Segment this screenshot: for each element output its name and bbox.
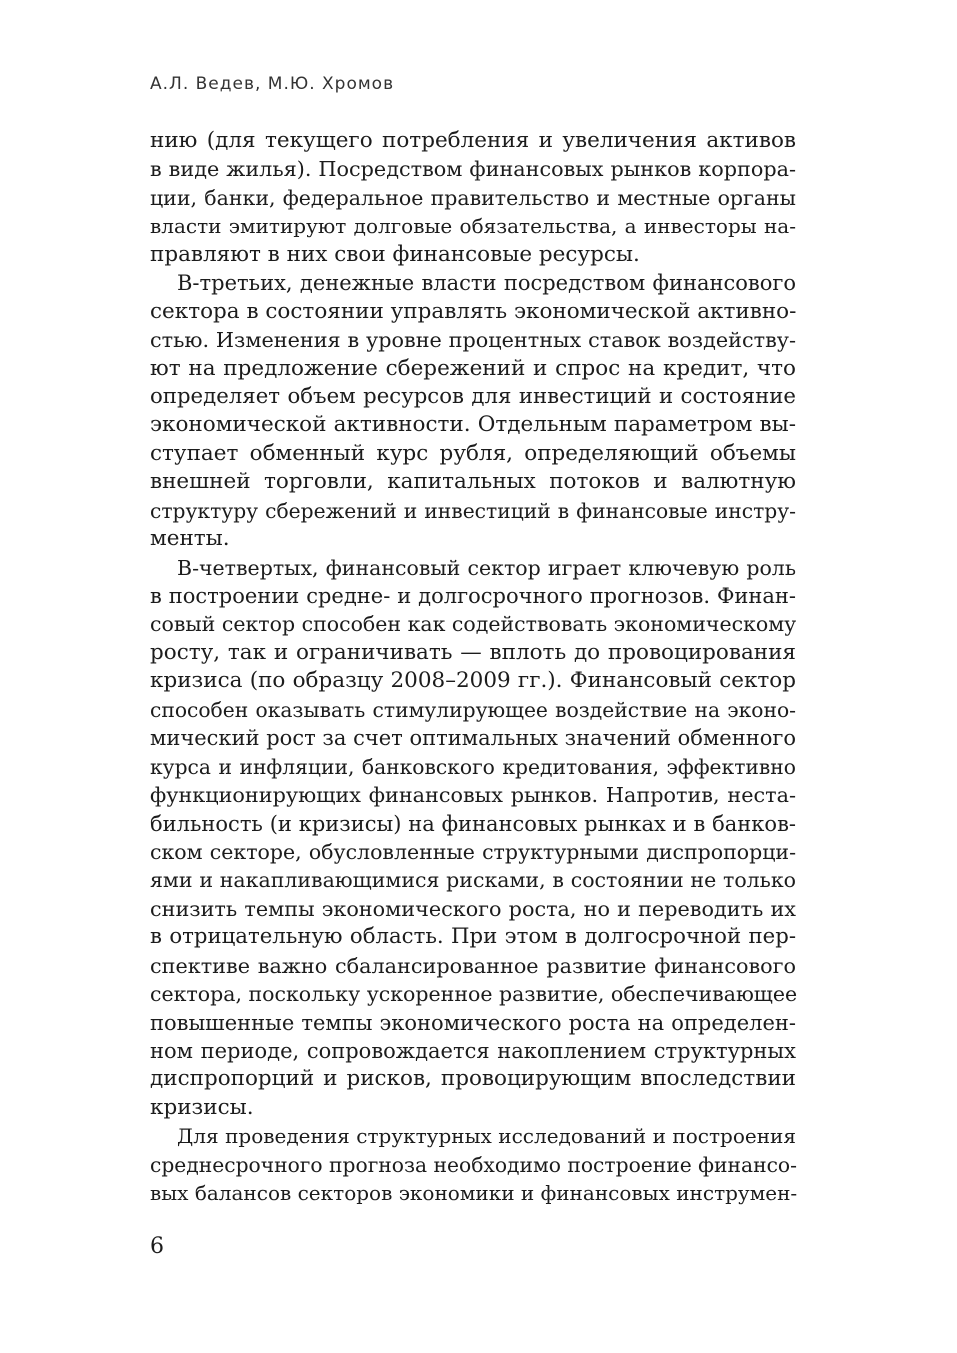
text-line: В-третьих, денежные власти посредством финансового bbox=[177, 271, 796, 296]
text-line: вых балансов секторов экономики и финансовых инструмен- bbox=[150, 1181, 798, 1206]
text-line: власти эмитируют долговые обязательства, а инвесторы на- bbox=[150, 214, 796, 239]
text-line: в отрицательную область. При этом в долгосрочной пер- bbox=[150, 924, 796, 950]
text-line: сектора в состоянии управлять экономической активно- bbox=[150, 298, 797, 324]
text-line: функционирующих финансовых рынков. Напротив, неста- bbox=[150, 783, 796, 808]
page-number: 6 bbox=[150, 1234, 164, 1259]
text-line: среднесрочного прогноза необходимо построение финансо- bbox=[150, 1152, 797, 1177]
text-line: в виде жилья). Посредством финансовых рынков корпора- bbox=[150, 157, 796, 182]
text-line: определяет объем ресурсов для инвестиций и состояние bbox=[150, 383, 796, 409]
text-line: совый сектор способен как содействовать экономическому bbox=[150, 612, 797, 637]
text-line: кризисы. bbox=[150, 1094, 254, 1120]
text-line: снизить темпы экономического роста, но и переводить их bbox=[150, 896, 796, 921]
text-line: ном периоде, сопровождается накоплением структурных bbox=[150, 1039, 796, 1063]
text-line: нию (для текущего потребления и увеличения активов bbox=[150, 128, 796, 153]
text-line: структуру сбережений и инвестиций в финансовые инстру- bbox=[150, 498, 796, 523]
text-line: Для проведения структурных исследований и построения bbox=[177, 1124, 796, 1149]
text-line: мический рост за счет оптимальных значений обменного bbox=[150, 726, 796, 751]
text-line: способен оказывать стимулирующее воздействие на эконо- bbox=[150, 697, 796, 722]
text-line: ции, банки, федеральное правительство и местные органы bbox=[150, 185, 796, 210]
text-line: внешней торговли, капитальных потоков и валютную bbox=[150, 469, 796, 495]
text-line: правляют в них свои финансовые ресурсы. bbox=[150, 241, 640, 267]
text-line: ском секторе, обусловленные структурными диспропорци- bbox=[150, 839, 796, 864]
text-line: кризиса (по образцу 2008–2009 гг.). Финансовый сектор bbox=[150, 668, 796, 694]
text-line: повышенные темпы экономического роста на определен- bbox=[150, 1010, 796, 1035]
text-line: В-четвертых, финансовый сектор играет ключевую роль bbox=[177, 555, 796, 580]
text-line: сектора, поскольку ускоренное развитие, обеспечивающее bbox=[150, 982, 798, 1007]
text-line: менты. bbox=[150, 526, 230, 552]
text-line: ют на предложение сбережений и спрос на кредит, что bbox=[150, 355, 796, 381]
running-head-authors: А.Л. Ведев, М.Ю. Хромов bbox=[150, 74, 395, 94]
text-line: курса и инфляции, банковского кредитования, эффективно bbox=[150, 754, 796, 779]
body-text bbox=[150, 127, 796, 1208]
text-line: диспропорций и рисков, провоцирующим впоследствии bbox=[150, 1066, 796, 1092]
text-line: ями и накапливающимися рисками, в состоянии не только bbox=[150, 868, 796, 893]
text-line: экономической активности. Отдельным параметром вы- bbox=[150, 412, 796, 438]
text-line: стью. Изменения в уровне процентных ставок воздейству- bbox=[150, 328, 796, 353]
text-line: росту, так и ограничивать — вплоть до провоцирования bbox=[150, 639, 796, 665]
text-line: ступает обменный курс рубля, определяющий объемы bbox=[150, 440, 796, 466]
text-line: бильность (и кризисы) на финансовых рынках и в банков- bbox=[150, 811, 796, 836]
text-line: в построении средне- и долгосрочного прогнозов. Финан- bbox=[150, 584, 796, 608]
text-line: спективе важно сбалансированное развитие финансового bbox=[150, 953, 796, 978]
